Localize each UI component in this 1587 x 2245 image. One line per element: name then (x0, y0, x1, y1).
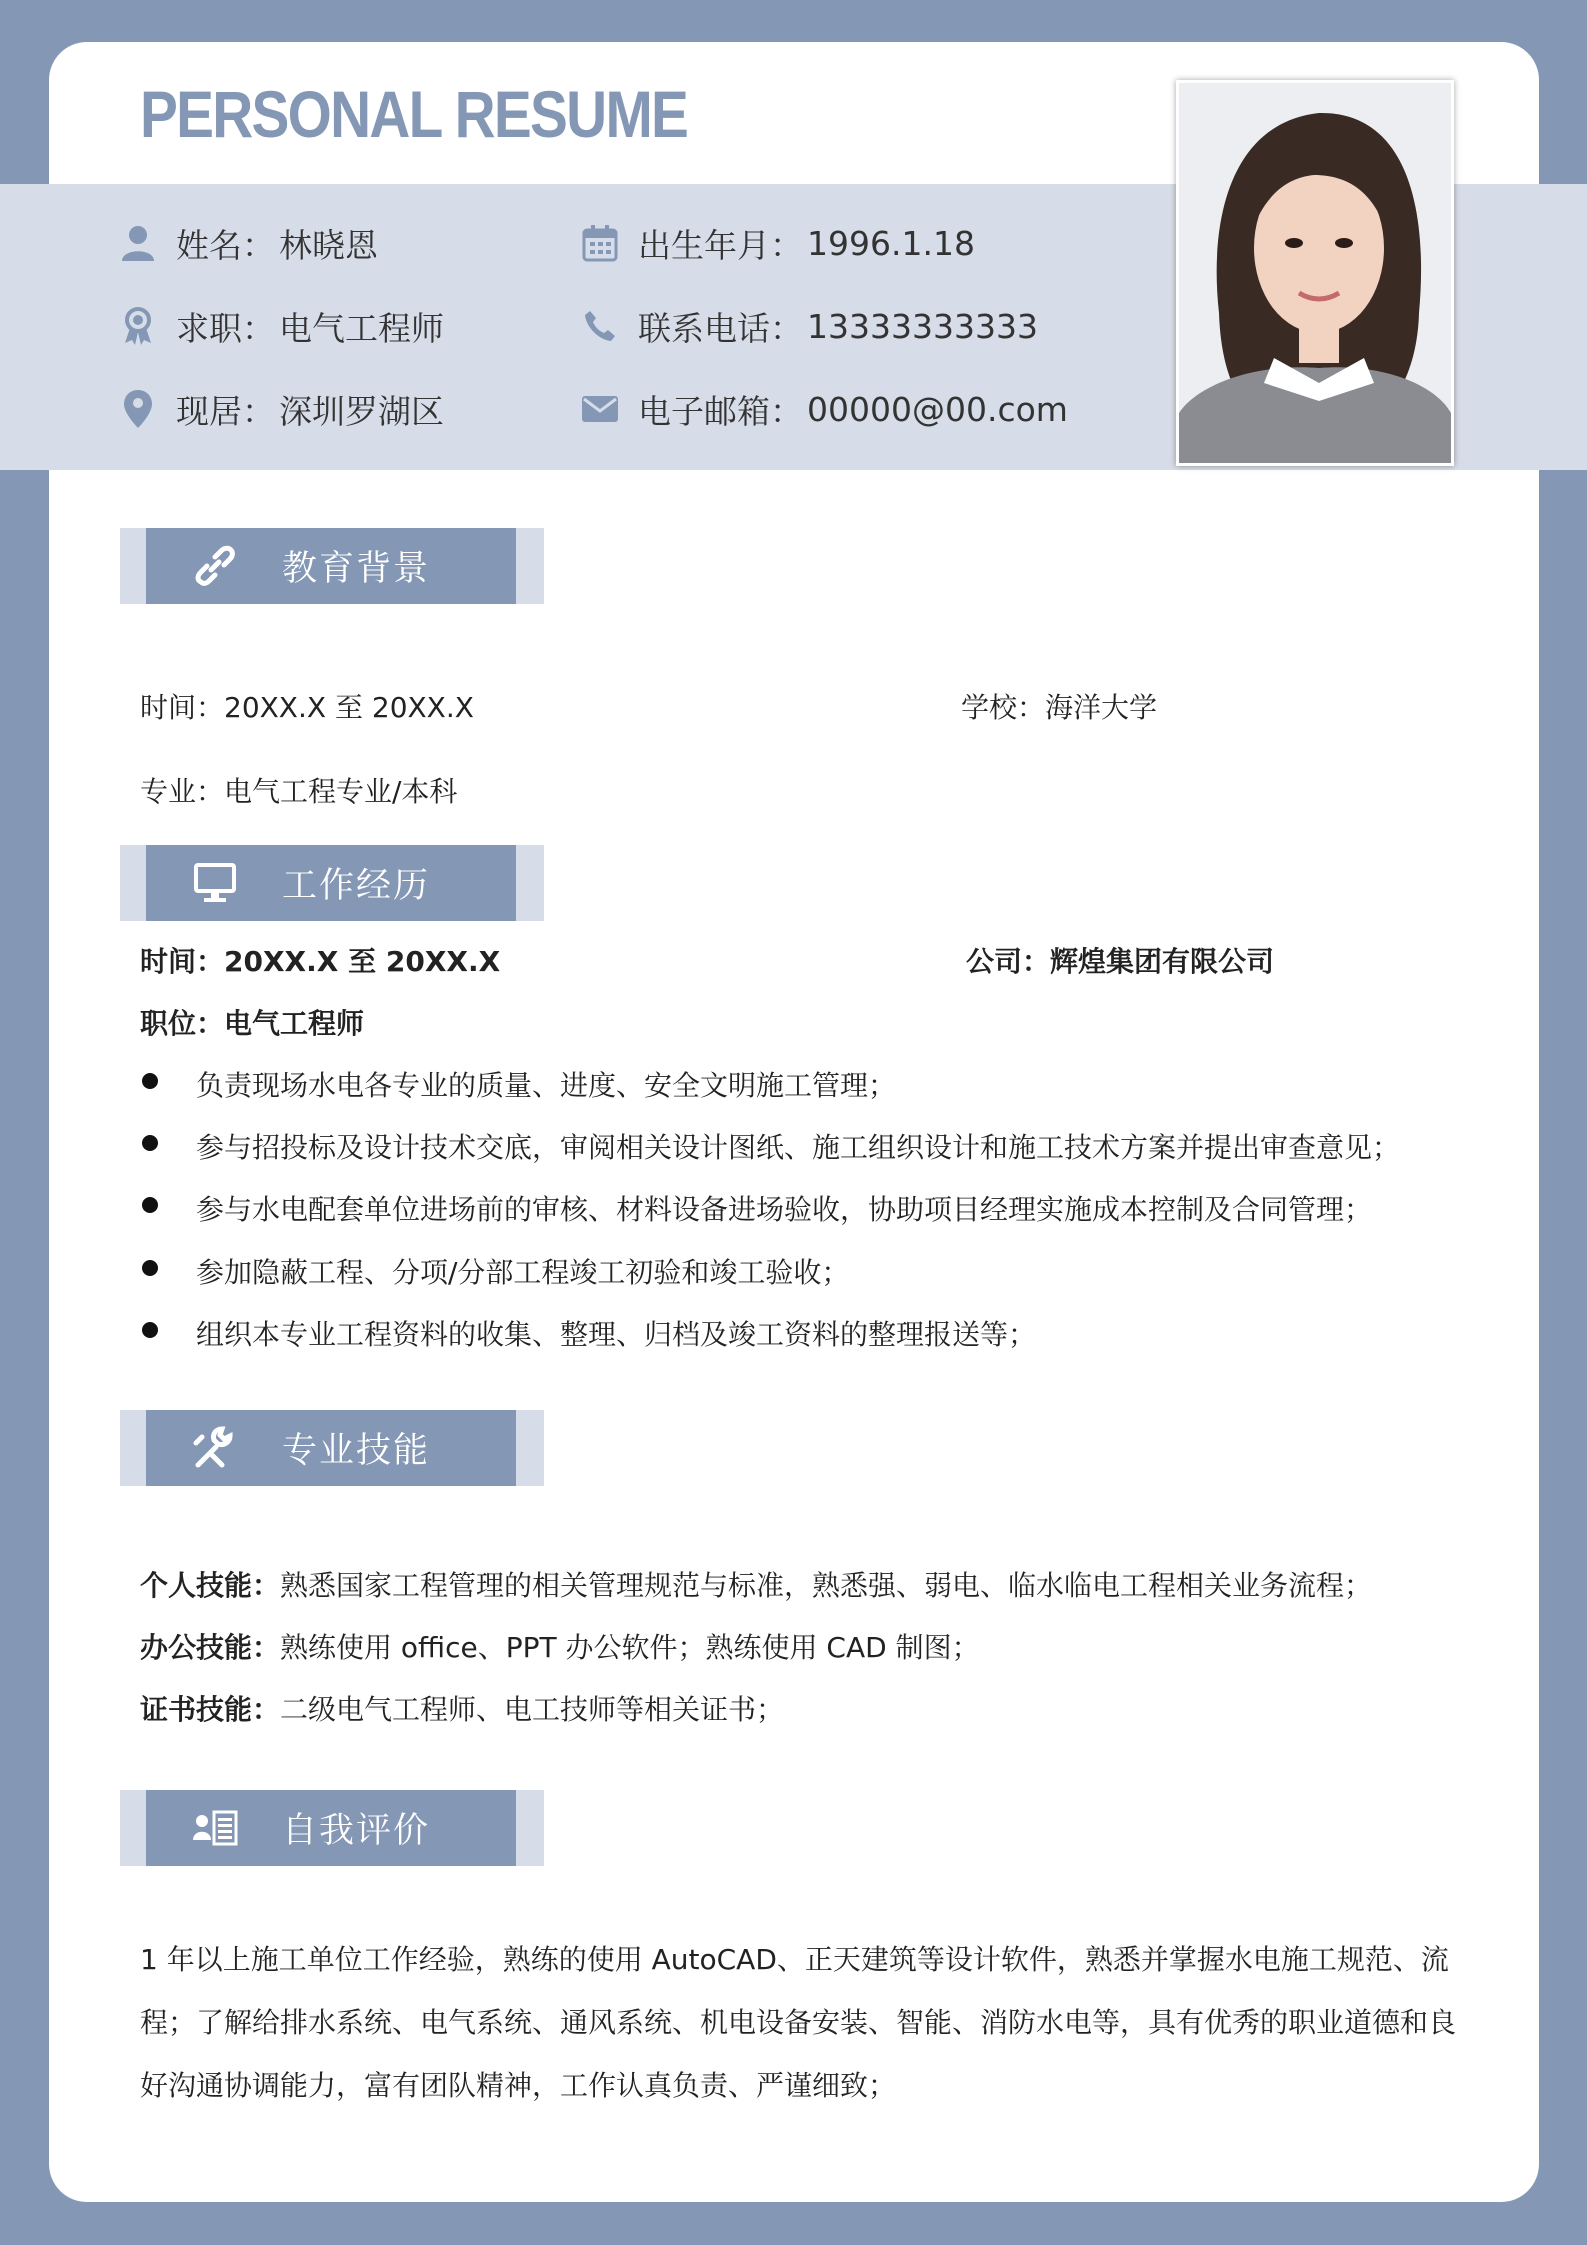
skill-row (140, 1688, 784, 1728)
info-name (118, 218, 378, 268)
work-heading: 工作经历 (282, 866, 431, 906)
education-section-header-bar (146, 528, 516, 604)
duty-bullet (142, 1197, 158, 1213)
duty-bullet (142, 1260, 158, 1276)
award-icon (118, 306, 158, 346)
evaluation-section-header-bar (146, 1790, 516, 1866)
tools-icon (190, 1423, 240, 1473)
education-major: 专业：电气工程专业/本科 (140, 775, 458, 808)
skill-row (140, 1626, 980, 1666)
monitor-icon (190, 858, 240, 908)
info-birth-value: 1996.1.18 (807, 223, 975, 263)
info-email-label: 电子邮箱： (638, 391, 803, 431)
skills-section-header (120, 1410, 544, 1486)
education-time: 时间：20XX.X 至 20XX.X (140, 691, 474, 724)
page-title: PERSONAL RESUME (140, 77, 688, 151)
skill-label: 办公技能： (140, 1631, 281, 1664)
skill-label: 证书技能： (140, 1693, 281, 1726)
link-icon (190, 541, 240, 591)
education-school: 学校：海洋大学 (961, 691, 1158, 724)
info-phone-value: 13333333333 (807, 306, 1038, 346)
location-pin-icon (118, 389, 158, 429)
work-section-header-bar (146, 845, 516, 921)
info-location-label: 现居： (176, 391, 275, 431)
skill-text: 二级电气工程师、电工技师等相关证书； (280, 1693, 785, 1726)
skill-label: 个人技能： (140, 1569, 281, 1602)
info-name-label: 姓名： (176, 225, 275, 265)
duty-bullet (142, 1073, 158, 1089)
info-email (580, 384, 1068, 434)
duty-item: 参与招投标及设计技术交底，审阅相关设计图纸、施工组织设计和施工技术方案并提出审查意见； (196, 1131, 1401, 1164)
skill-text: 熟悉国家工程管理的相关管理规范与标准，熟悉强、弱电、临水临电工程相关业务流程； (280, 1569, 1373, 1602)
education-heading: 教育背景 (282, 549, 431, 589)
info-birth (580, 218, 975, 268)
info-name-value: 林晓恩 (279, 225, 378, 265)
info-location-value: 深圳罗湖区 (279, 391, 444, 431)
profile-photo (1176, 80, 1454, 466)
education-section-header (120, 528, 544, 604)
evaluation-heading: 自我评价 (282, 1811, 431, 1851)
duty-item: 负责现场水电各专业的质量、进度、安全文明施工管理； (196, 1069, 897, 1102)
info-phone-label: 联系电话： (638, 308, 803, 348)
info-birth-label: 出生年月： (638, 225, 803, 265)
evaluation-text: 1 年以上施工单位工作经验，熟练的使用 AutoCAD、正天建筑等设计软件，熟悉并掌握水电施工规范、流程；了解给排水系统、电气系统、通风系统、机电设备安装、智能、消防水电等，具有优秀的职业道德和良好沟通协调能力，富有团队精神，工作认真负责、严谨细致； (140, 1943, 1457, 2102)
phone-icon (580, 306, 620, 346)
work-position: 职位：电气工程师 (140, 1007, 365, 1040)
person-icon (118, 223, 158, 263)
envelope-icon (580, 389, 620, 429)
skill-row (140, 1564, 1372, 1604)
info-email-value: 00000@00.com (807, 389, 1068, 429)
calendar-icon (580, 223, 620, 263)
duty-bullet (142, 1135, 158, 1151)
work-section-header (120, 845, 544, 921)
info-location (118, 384, 444, 434)
work-time: 时间：20XX.X 至 20XX.X (140, 945, 501, 978)
info-phone (580, 301, 1038, 351)
duty-item: 参加隐蔽工程、分项/分部工程竣工初验和竣工验收； (196, 1256, 850, 1289)
duty-bullet (142, 1322, 158, 1338)
duty-item: 参与水电配套单位进场前的审核、材料设备进场验收，协助项目经理实施成本控制及合同管理； (196, 1193, 1373, 1226)
evaluation-section-header (120, 1790, 544, 1866)
duty-item: 组织本专业工程资料的收集、整理、归档及竣工资料的整理报送等； (196, 1318, 1037, 1351)
skill-text: 熟练使用 office、PPT 办公软件；熟练使用 CAD 制图； (280, 1631, 980, 1664)
skills-section-header-bar (146, 1410, 516, 1486)
work-company: 公司：辉煌集团有限公司 (966, 945, 1275, 978)
info-job-value: 电气工程师 (279, 308, 444, 348)
profile-card-icon (190, 1803, 240, 1853)
info-job-label: 求职： (176, 308, 275, 348)
skills-heading: 专业技能 (282, 1431, 431, 1471)
info-job (118, 301, 444, 351)
